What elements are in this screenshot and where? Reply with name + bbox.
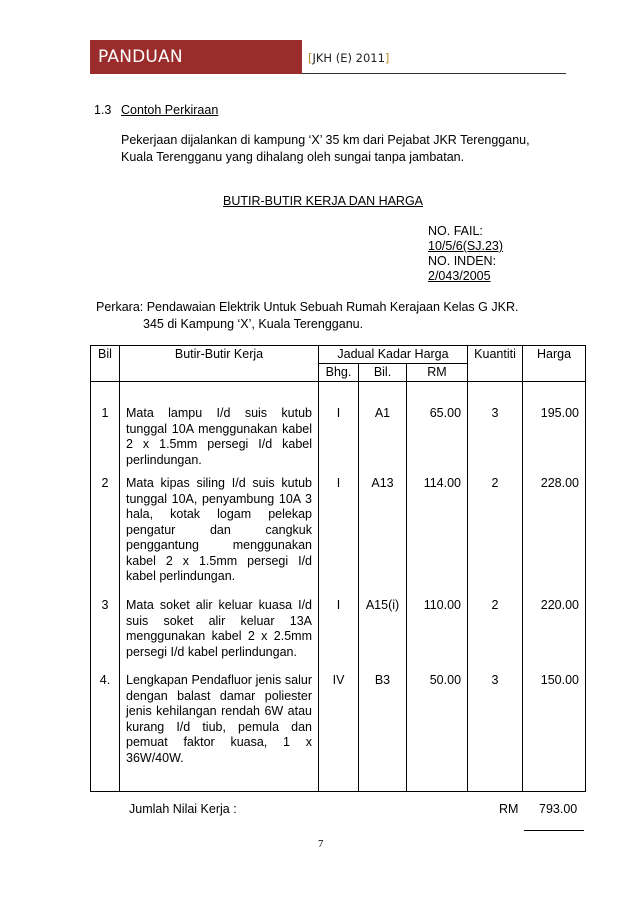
row-rm: 114.00 — [407, 476, 468, 598]
intro-line-1: Pekerjaan dijalankan di kampung ‘X’ 35 km dari Pejabat JKR Terengganu, — [121, 133, 530, 147]
section-number: 1.3 — [94, 103, 112, 117]
file-label: NO. FAIL: — [428, 224, 483, 238]
table-row — [91, 673, 586, 792]
header-jadual: Jadual Kadar Harga — [319, 346, 468, 364]
inden-label: NO. INDEN: — [428, 254, 497, 268]
header-rm: RM — [407, 364, 468, 382]
row-ref: A15(i) — [359, 598, 407, 673]
header-bhg: Bhg. — [319, 364, 359, 382]
row-ref: A1 — [359, 406, 407, 476]
row-bil: 1 — [91, 406, 120, 476]
row-ref: B3 — [359, 673, 407, 792]
page-number: 7 — [318, 838, 324, 850]
header-kuantiti: Kuantiti — [468, 346, 523, 382]
row-desc: Mata kipas siling I/d suis kutub tunggal 10A, penyambung 10A 3 hala, kotak logam pelekap pengatur dan cangkuk penggantung menggunakan kabel 2 x 1.5mm persegi I/d kabel perlindungan. — [120, 476, 319, 598]
total-underline — [524, 830, 584, 831]
total-label: Jumlah Nilai Kerja : — [129, 802, 237, 816]
table-header-row-1 — [91, 346, 586, 364]
section-title: Contoh Perkiraan — [121, 103, 219, 117]
header-title: PANDUAN PENGGUNAAN — [98, 47, 222, 101]
header-title-banner — [90, 40, 302, 101]
header-code-close-bracket: ] — [384, 51, 390, 65]
row-bhg: I — [319, 476, 359, 598]
row-harga: 228.00 — [523, 476, 586, 598]
spacer-row — [91, 382, 586, 407]
inden-value: 2/043/2005 — [428, 269, 491, 283]
intro-paragraph — [121, 132, 561, 166]
row-bil: 4. — [91, 673, 120, 792]
row-qty: 3 — [468, 673, 523, 792]
row-bil: 2 — [91, 476, 120, 598]
row-bhg: I — [319, 406, 359, 476]
table-row — [91, 476, 586, 598]
row-desc: Mata lampu I/d suis kutub tunggal 10A menggunakan kabel 2 x 1.5mm persegi I/d kabel perlindungan. — [120, 406, 319, 476]
table-row — [91, 406, 586, 476]
row-desc: Mata soket alir keluar kuasa I/d suis soket alir keluar 13A menggunakan kabel 2 x 2.5mm persegi I/d kabel perlindungan. — [120, 598, 319, 673]
perkara-line-1: Perkara: Pendawaian Elektrik Untuk Sebuah Rumah Kerajaan Kelas G JKR. — [96, 300, 519, 314]
total-value: 793.00 — [539, 802, 578, 816]
row-bhg: I — [319, 598, 359, 673]
row-qty: 2 — [468, 598, 523, 673]
header-code-open-bracket: [ — [308, 51, 313, 65]
intro-line-2: Kuala Terengganu yang dihalang oleh sungai tanpa jambatan. — [121, 150, 465, 164]
header-harga: Harga — [523, 346, 586, 382]
row-qty: 2 — [468, 476, 523, 598]
row-ref: A13 — [359, 476, 407, 598]
row-qty: 3 — [468, 406, 523, 476]
row-desc: Lengkapan Pendafluor jenis salur dengan balast damar poliester jenis kehilangan rendah 6W atau kurang I/d tiub, pemula dan pemuat faktor kuasa, 1 x 36W/40W. — [120, 673, 319, 792]
row-rm: 50.00 — [407, 673, 468, 792]
row-rm: 65.00 — [407, 406, 468, 476]
header-code-text: JKH (E) 2011 — [312, 51, 385, 65]
row-bil: 3 — [91, 598, 120, 673]
row-rm: 110.00 — [407, 598, 468, 673]
row-bhg: IV — [319, 673, 359, 792]
total-currency: RM — [499, 802, 519, 816]
header-code — [308, 51, 389, 65]
row-harga: 220.00 — [523, 598, 586, 673]
file-value: 10/5/6(SJ.23) — [428, 239, 504, 253]
row-harga: 195.00 — [523, 406, 586, 476]
header-rule — [302, 73, 566, 74]
table-subtitle: BUTIR-BUTIR KERJA DAN HARGA — [223, 194, 424, 208]
row-harga: 150.00 — [523, 673, 586, 792]
work-items-table — [90, 345, 586, 792]
header-bil: Bil — [91, 346, 120, 382]
header-bil-ref: Bil. — [359, 364, 407, 382]
perkara-line-2: 345 di Kampung ‘X’, Kuala Terengganu. — [143, 317, 364, 331]
header-butir: Butir-Butir Kerja — [120, 346, 319, 382]
table-row — [91, 598, 586, 673]
